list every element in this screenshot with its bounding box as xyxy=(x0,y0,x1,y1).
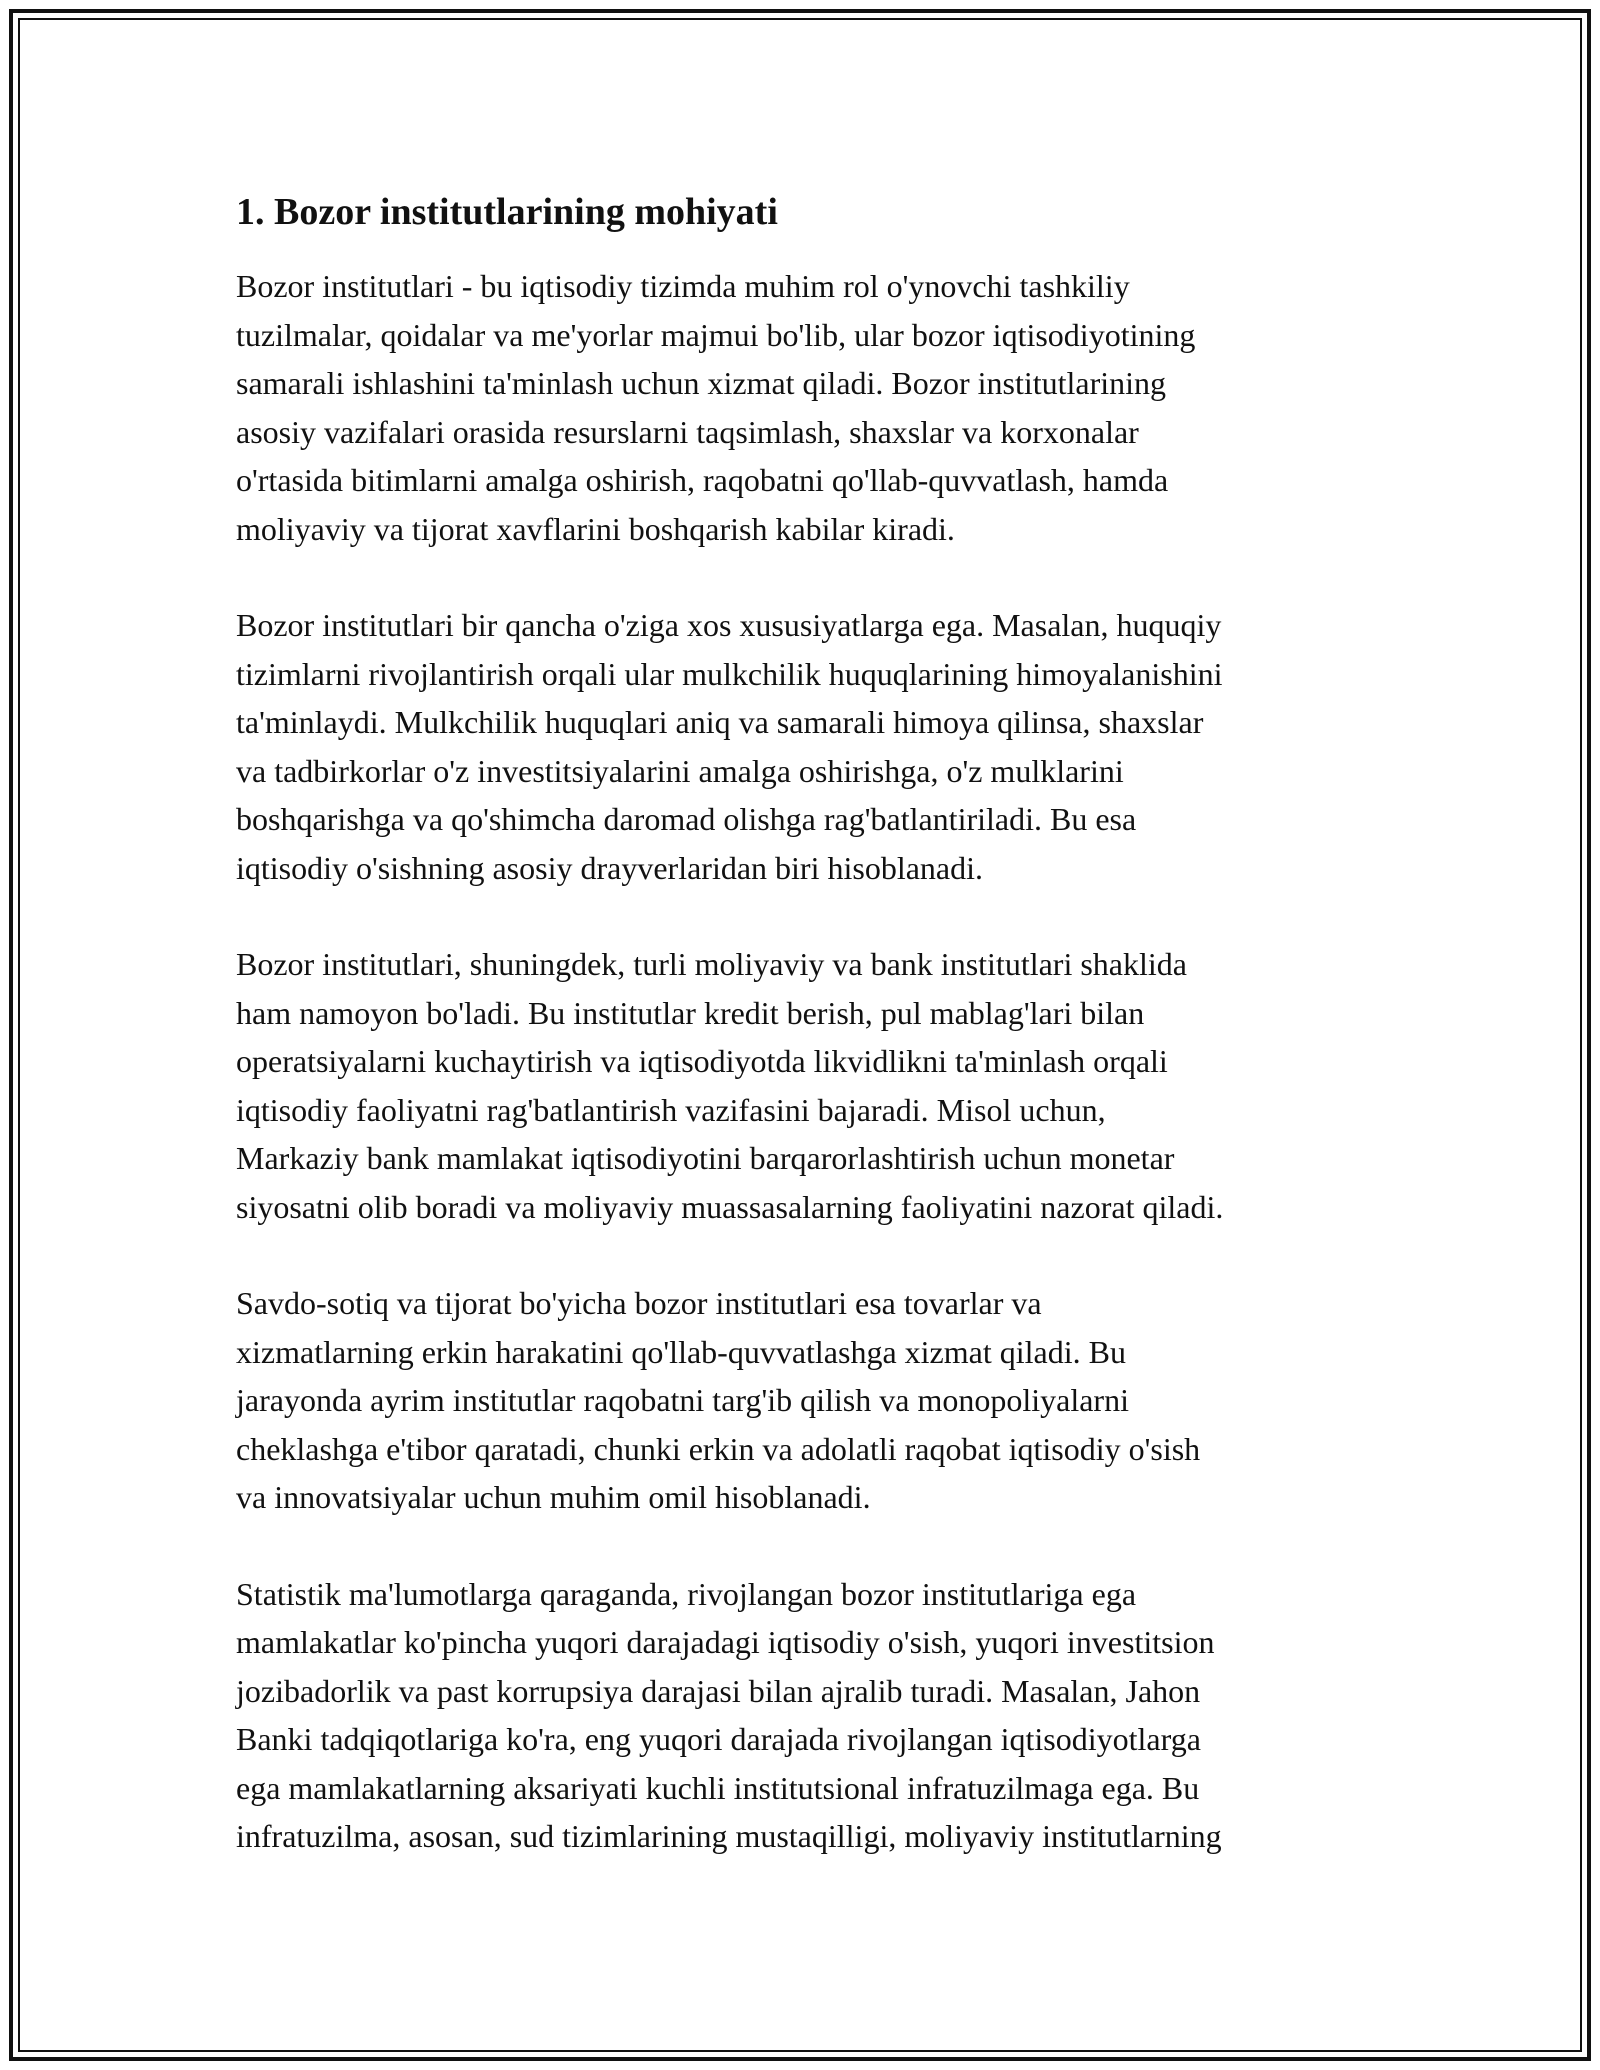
text-line: tuzilmalar, qoidalar va me'yorlar majmui bo'lib, ular bozor iqtisodiyotining xyxy=(236,316,1196,353)
text-line: samarali ishlashini ta'minlash uchun xizmat qiladi. Bozor institutlarining xyxy=(236,365,1167,401)
text-line: boshqarishga va qo'shimcha daromad olishga rag'batlantiriladi. Bu esa xyxy=(236,801,1137,837)
text-line: asosiy vazifalari orasida resurslarni taqsimlash, shaxslar va korxonalar xyxy=(236,413,1139,450)
text-line: Bozor institutlari bir qancha o'ziga xos xususiyatlarga ega. Masalan, huquqiy xyxy=(236,607,1222,643)
text-line: Bozor institutlari, shuningdek, turli moliyaviy va bank institutlari shaklida xyxy=(236,946,1187,982)
paragraph-2 xyxy=(236,601,1376,892)
text-line: Bozor institutlari - bu iqtisodiy tizimda muhim rol o'ynovchi tashkiliy xyxy=(236,268,1130,304)
text-line: va tadbirkorlar o'z investitsiyalarini amalga oshirishga, o'z mulklarini xyxy=(236,752,1124,789)
text-line: ta'minlaydi. Mulkchilik huquqlari aniq va samarali himoya qilinsa, shaxslar xyxy=(236,704,1204,740)
paragraph-4 xyxy=(236,1279,1376,1522)
text-line: iqtisodiy o'sishning asosiy drayverlaridan biri hisoblanadi. xyxy=(236,849,983,886)
text-line: tizimlarni rivojlantirish orqali ular mulkchilik huquqlarining himoyalanishini xyxy=(236,655,1223,692)
text-line: moliyaviy va tijorat xavflarini boshqarish kabilar kiradi. xyxy=(236,510,955,547)
text-line: ega mamlakatlarning aksariyati kuchli institutsional infratuzilmaga ega. Bu xyxy=(236,1769,1200,1806)
paragraph-3 xyxy=(236,940,1376,1231)
text-line: cheklashga e'tibor qaratadi, chunki erkin va adolatli raqobat iqtisodiy o'sish xyxy=(236,1430,1201,1467)
text-line: siyosatni olib boradi va moliyaviy muassasalarning faoliyatini nazorat qiladi. xyxy=(236,1188,1224,1225)
text-line: infratuzilma, asosan, sud tizimlarining mustaqilligi, moliyaviy institutlarning xyxy=(236,1818,1222,1854)
text-line: operatsiyalarni kuchaytirish va iqtisodiyotda likvidlikni ta'minlash orqali xyxy=(236,1043,1168,1079)
text-line: jozibadorlik va past korrupsiya darajasi bilan ajralib turadi. Masalan, Jahon xyxy=(236,1672,1201,1709)
paragraph-5 xyxy=(236,1570,1376,1861)
text-line: va innovatsiyalar uchun muhim omil hisoblanadi. xyxy=(236,1479,871,1515)
text-line: jarayonda ayrim institutlar raqobatni targ'ib qilish va monopoliyalarni xyxy=(236,1382,1129,1418)
document-body xyxy=(236,186,1376,1909)
text-line: Markaziy bank mamlakat iqtisodiyotini barqarorlashtirish uchun monetar xyxy=(236,1140,1175,1176)
paragraph-1 xyxy=(236,262,1376,553)
text-line: Statistik ma'lumotlarga qaraganda, rivojlangan bozor institutlariga ega xyxy=(236,1575,1137,1612)
text-line: o'rtasida bitimlarni amalga oshirish, raqobatni qo'llab-quvvatlash, hamda xyxy=(236,462,1169,498)
text-line: xizmatlarning erkin harakatini qo'llab-quvvatlashga xizmat qiladi. Bu xyxy=(236,1333,1126,1370)
text-line: iqtisodiy faoliyatni rag'batlantirish vazifasini bajaradi. Misol uchun, xyxy=(236,1091,1106,1128)
section-heading: 1. Bozor institutlarining mohiyati xyxy=(236,191,778,233)
text-line: ham namoyon bo'ladi. Bu institutlar kredit berish, pul mablag'lari bilan xyxy=(236,994,1145,1031)
text-line: Savdo-sotiq va tijorat bo'yicha bozor institutlari esa tovarlar va xyxy=(236,1285,1042,1321)
text-line: mamlakatlar ko'pincha yuqori darajadagi iqtisodiy o'sish, yuqori investitsion xyxy=(236,1624,1215,1660)
text-line: Banki tadqiqotlariga ko'ra, eng yuqori darajada rivojlangan iqtisodiyotlarga xyxy=(236,1721,1201,1757)
